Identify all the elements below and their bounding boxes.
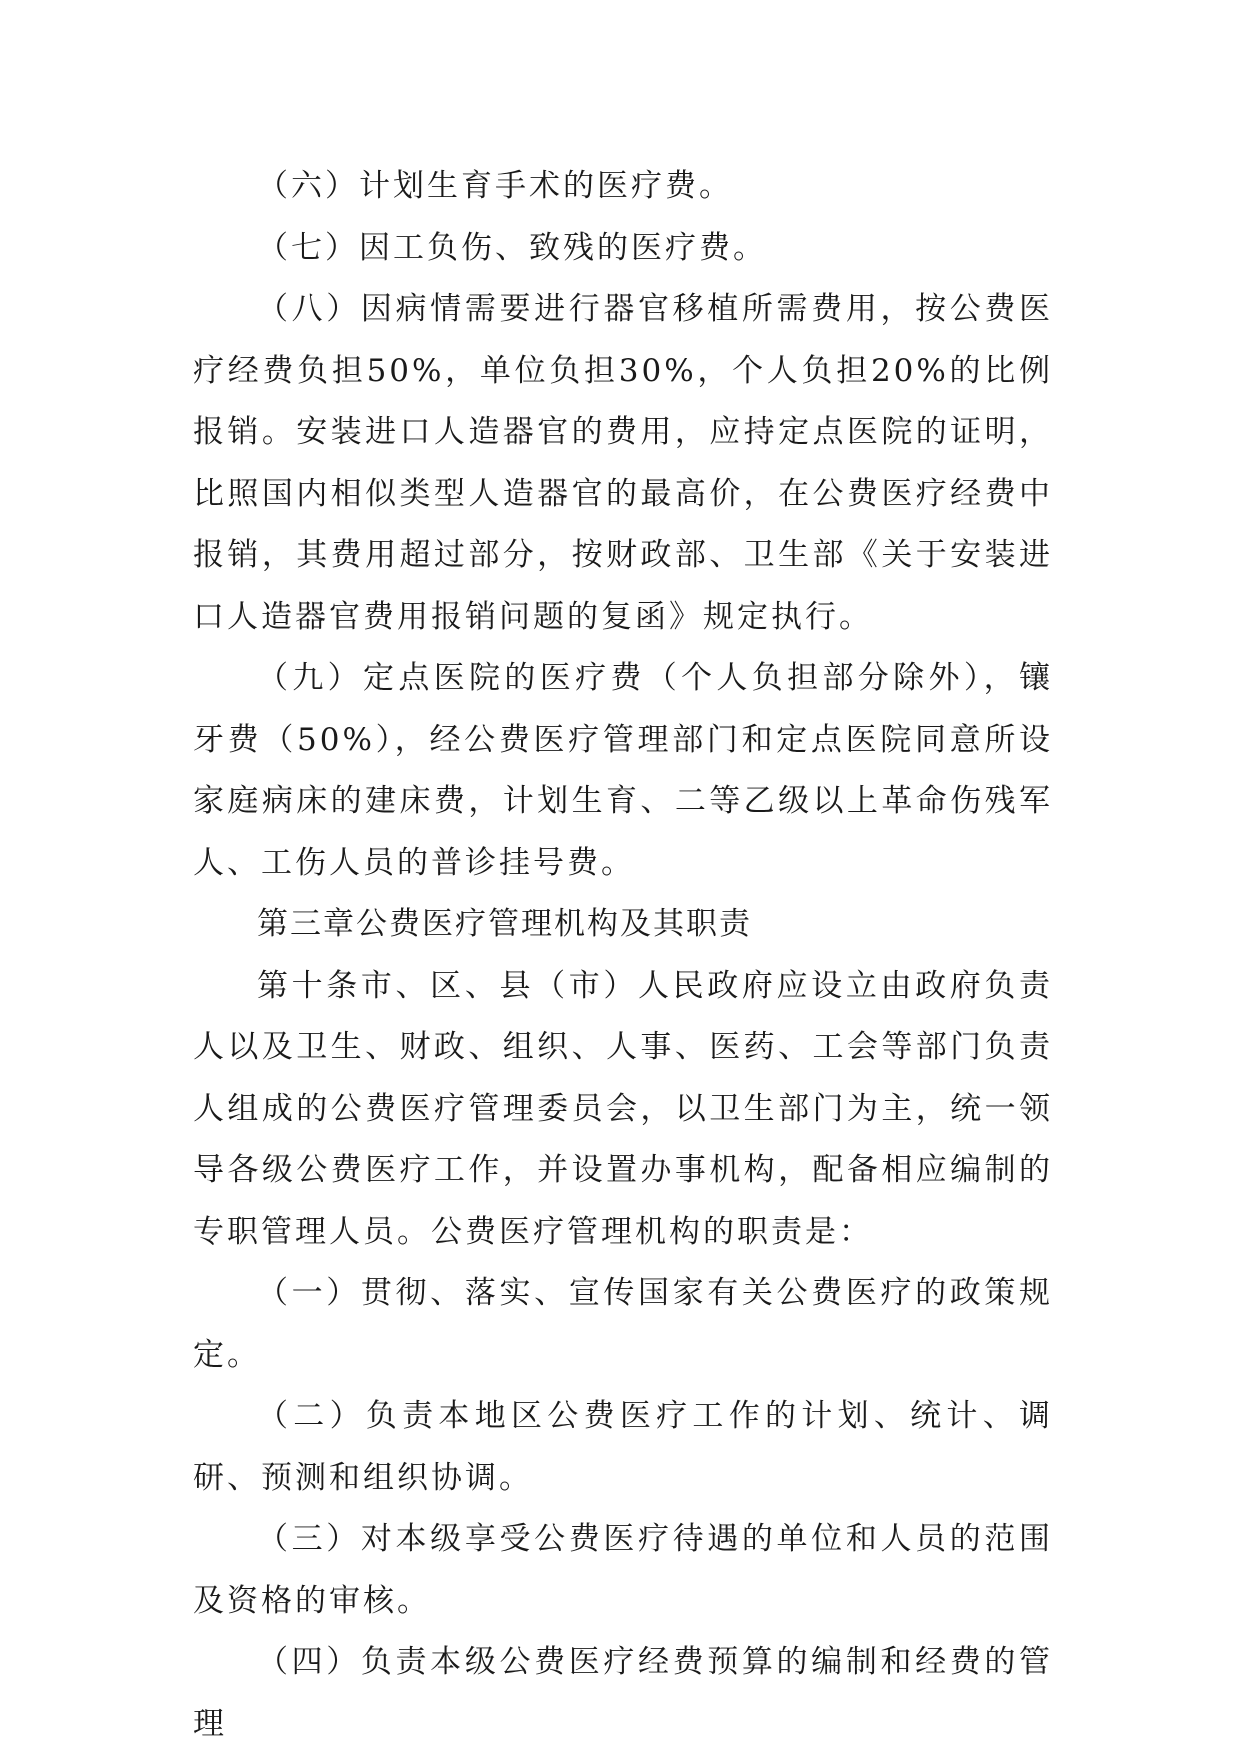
- duty-item-1: （一）贯彻、落实、宣传国家有关公费医疗的政策规定。: [193, 1275, 1053, 1373]
- duty-item-2: （二）负责本地区公费医疗工作的计划、统计、调研、预测和组织协调。: [193, 1398, 1053, 1496]
- chapter-heading: 第三章公费医疗管理机构及其职责: [257, 906, 752, 942]
- duty-item-3: （三）对本级享受公费医疗待遇的单位和人员的范围及资格的审核。: [193, 1521, 1053, 1619]
- paragraph-item-6: （六）计划生育手术的医疗费。: [257, 168, 733, 204]
- duty-item-4: （四）负责本级公费医疗经费预算的编制和经费的管理: [193, 1644, 1053, 1742]
- article-ten: 第十条市、区、县（市）人民政府应设立由政府负责人以及卫生、财政、组织、人事、医药、工会等部门负责人组成的公费医疗管理委员会，以卫生部门为主，统一领导各级公费医疗工作，并设置办事机构，配备相应编制的专职管理人员。公费医疗管理机构的职责是：: [193, 967, 1053, 1250]
- paragraph-item-7: （七）因工负伤、致残的医疗费。: [257, 229, 767, 266]
- paragraph-item-8: （八）因病情需要进行器官移植所需费用，按公费医疗经费负担50%，单位负担30%，个人负担20%的比例报销。安装进口人造器官的费用，应持定点医院的证明，比照国内相似类型人造器官的最高价，在公费医疗经费中报销，其费用超过部分，按财政部、卫生部《关于安装进口人造器官费用报销问题的复函》规定执行。: [193, 291, 1053, 635]
- document-body: [193, 156, 1053, 1755]
- paragraph-item-9: （九）定点医院的医疗费（个人负担部分除外），镶牙费（50%），经公费医疗管理部门和定点医院同意所设家庭病床的建床费，计划生育、二等乙级以上革命伤残军人、工伤人员的普诊挂号费。: [193, 660, 1053, 881]
